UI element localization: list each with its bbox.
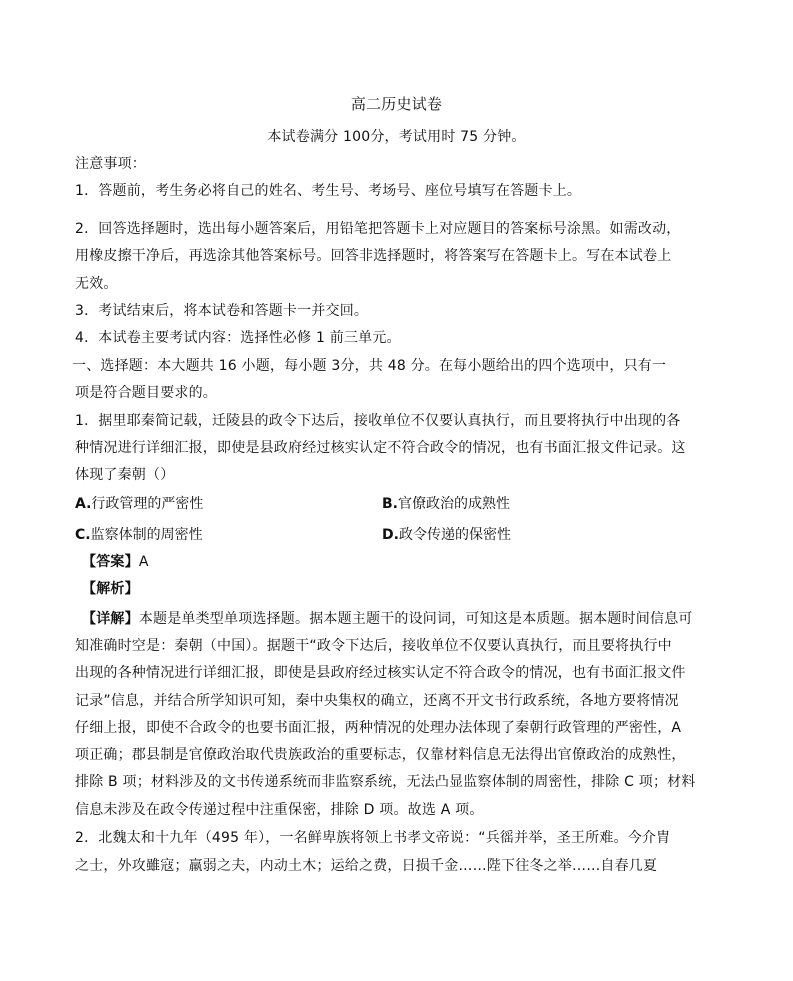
notice-item-2: 2．回答选择题时，选出每小题答案后，用铅笔把答题卡上对应题目的答案标号涂黑。如需改动， [75,221,681,237]
option-a-text: 行政管理的严密性 [91,496,204,512]
detail-line: 记录”信息，并结合所学知识可知，秦中央集权的确立，还离不开文书行政系统，各地方要将情况 [75,693,679,709]
option-c [75,525,203,545]
exam-title: 高二历史试卷 [350,95,443,113]
notice-item-3: 3．考试结束后，将本试卷和答题卡一并交回。 [75,303,369,319]
detail-line: 项正确；郡县制是官僚政治取代贵族政治的重要标志，仅靠材料信息无法得出官僚政治的成熟性， [75,747,686,763]
option-d [382,525,511,545]
answer-value: A [138,554,149,570]
option-d-text: 政令传递的保密性 [398,527,511,543]
option-c-text: 监察体制的周密性 [90,527,203,543]
section-heading-cont: 项是符合题目要求的。 [75,385,217,401]
option-a-letter: A. [75,496,92,512]
section-heading: 一、选择题：本大题共 16 小题，每小题 3分，共 48 分。在每小题给出的四个选项中，只有一 [72,358,667,374]
option-a [75,494,203,514]
detail-line: 仔细上报，即使不合政令的也要书面汇报，两种情况的处理办法体现了秦朝行政管理的严密性，A [75,720,682,736]
notice-heading: 注意事项： [75,156,146,172]
option-d-letter: D. [382,527,399,543]
detail-line: 排除 B 项；材料涉及的文书传递系统而非监察系统，无法凸显监察体制的周密性，排除 C 项；材料 [75,774,696,790]
detail-text: 本题是单类型单项选择题。据本题主题干的设问词，可知这是本质题。据本题时间信息可 [138,611,693,627]
question-1-stem: 1．据里耶秦简记载，迁陵县的政令下达后，接收单位不仅要认真执行，而且要将执行中出现的各 [75,413,681,429]
answer-line [82,552,149,572]
option-c-letter: C. [75,527,91,543]
analysis-line [82,579,139,599]
notice-item-2-cont: 无效。 [75,276,118,292]
detail-line: 知准确时空是：秦朝（中国）。据题干“政令下达后，接收单位不仅要认真执行，而且要将执行中 [75,638,672,654]
notice-item-2-cont: 用橡皮擦干净后，再选涂其他答案标号。回答非选择题时，将答案写在答题卡上。写在本试卷上 [75,248,672,264]
question-2-stem: 2．北魏太和十九年（495 年），一名鲜卑族将领上书孝文帝说：“兵徭并举，圣王所难。今介胄 [75,830,671,846]
question-1-stem-cont: 种情况进行详细汇报，即使是县政府经过核实认定不符合政令的情况，也有书面汇报文件记录。这 [75,440,686,456]
detail-line-1 [82,609,693,629]
notice-item-4: 4．本试卷主要考试内容：选择性必修 1 前三单元。 [75,330,401,346]
detail-line: 出现的各种情况进行详细汇报，即使是县政府经过核实认定不符合政令的情况，也有书面汇报文件 [75,665,686,681]
question-1-stem-cont: 体现了秦朝（） [75,467,175,483]
analysis-label: 【解析】 [82,581,139,597]
detail-line: 信息未涉及在政令传递过程中注重保密，排除 D 项。故选 A 项。 [75,802,484,818]
notice-item-1: 1．答题前，考生务必将自己的姓名、考生号、考场号、座位号填写在答题卡上。 [75,183,582,199]
option-b-text: 官僚政治的成熟性 [398,496,510,512]
option-b [382,494,510,514]
option-b-letter: B. [382,496,398,512]
detail-label: 【详解】 [82,611,139,627]
answer-label: 【答案】 [82,554,139,570]
exam-subtitle: 本试卷满分 100分，考试用时 75 分钟。 [267,129,526,145]
question-2-stem-cont: 之士，外攻雖寇；羸弱之夫，内动土木；运给之费，日损千金……陛下往冬之举……自春几夏 [75,858,658,874]
